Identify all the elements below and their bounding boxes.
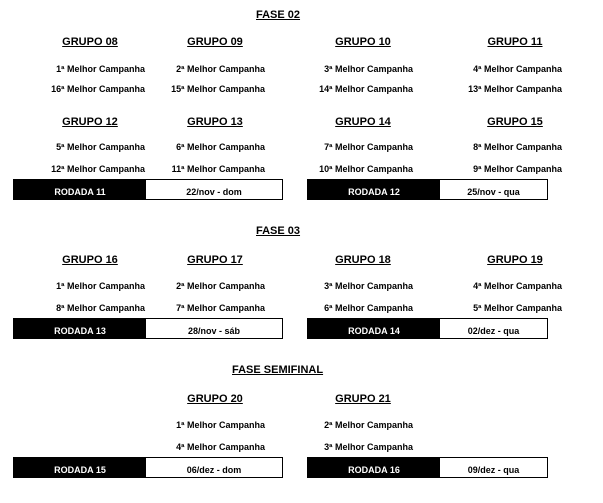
team-slot: 5ª Melhor Campanha bbox=[473, 303, 562, 313]
phase-title-semifinal: FASE SEMIFINAL bbox=[232, 364, 324, 376]
group-12-title: GRUPO 12 bbox=[62, 116, 118, 128]
group-09-title: GRUPO 09 bbox=[187, 36, 243, 48]
group-21-title: GRUPO 21 bbox=[335, 393, 391, 405]
team-slot: 14ª Melhor Campanha bbox=[319, 84, 413, 94]
round-label: RODADA 15 bbox=[14, 458, 146, 477]
group-11-title: GRUPO 11 bbox=[487, 36, 543, 48]
round-bar bbox=[307, 457, 548, 478]
round-date: 02/dez - qua bbox=[440, 319, 547, 338]
round-bar bbox=[307, 318, 548, 339]
group-13-title: GRUPO 13 bbox=[187, 116, 243, 128]
round-date: 28/nov - sáb bbox=[146, 319, 282, 338]
round-label: RODADA 11 bbox=[14, 180, 146, 199]
team-slot: 6ª Melhor Campanha bbox=[324, 303, 413, 313]
group-10-title: GRUPO 10 bbox=[335, 36, 391, 48]
team-slot: 8ª Melhor Campanha bbox=[473, 142, 562, 152]
team-slot: 4ª Melhor Campanha bbox=[473, 64, 562, 74]
team-slot: 2ª Melhor Campanha bbox=[324, 420, 413, 430]
round-bar bbox=[307, 179, 548, 200]
round-label: RODADA 12 bbox=[308, 180, 440, 199]
team-slot: 3ª Melhor Campanha bbox=[324, 281, 413, 291]
team-slot: 3ª Melhor Campanha bbox=[324, 442, 413, 452]
round-date: 22/nov - dom bbox=[146, 180, 282, 199]
group-08-title: GRUPO 08 bbox=[62, 36, 118, 48]
team-slot: 4ª Melhor Campanha bbox=[176, 442, 265, 452]
team-slot: 7ª Melhor Campanha bbox=[324, 142, 413, 152]
team-slot: 15ª Melhor Campanha bbox=[171, 84, 265, 94]
group-16-title: GRUPO 16 bbox=[62, 254, 118, 266]
round-bar bbox=[13, 318, 283, 339]
team-slot: 10ª Melhor Campanha bbox=[319, 164, 413, 174]
round-label: RODADA 14 bbox=[308, 319, 440, 338]
group-18-title: GRUPO 18 bbox=[335, 254, 391, 266]
team-slot: 8ª Melhor Campanha bbox=[56, 303, 145, 313]
group-17-title: GRUPO 17 bbox=[187, 254, 243, 266]
round-date: 09/dez - qua bbox=[440, 458, 547, 477]
team-slot: 4ª Melhor Campanha bbox=[473, 281, 562, 291]
round-date: 25/nov - qua bbox=[440, 180, 547, 199]
group-14-title: GRUPO 14 bbox=[335, 116, 391, 128]
team-slot: 7ª Melhor Campanha bbox=[176, 303, 265, 313]
round-date: 06/dez - dom bbox=[146, 458, 282, 477]
round-bar bbox=[13, 457, 283, 478]
phase-title-fase-02: FASE 02 bbox=[256, 9, 301, 21]
team-slot: 1ª Melhor Campanha bbox=[56, 64, 145, 74]
team-slot: 1ª Melhor Campanha bbox=[56, 281, 145, 291]
team-slot: 16ª Melhor Campanha bbox=[51, 84, 145, 94]
round-label: RODADA 13 bbox=[14, 319, 146, 338]
group-20-title: GRUPO 20 bbox=[187, 393, 243, 405]
team-slot: 1ª Melhor Campanha bbox=[176, 420, 265, 430]
team-slot: 11ª Melhor Campanha bbox=[171, 164, 265, 174]
team-slot: 12ª Melhor Campanha bbox=[51, 164, 145, 174]
team-slot: 3ª Melhor Campanha bbox=[324, 64, 413, 74]
group-15-title: GRUPO 15 bbox=[487, 116, 543, 128]
phase-title-fase-03: FASE 03 bbox=[256, 225, 301, 237]
round-label: RODADA 16 bbox=[308, 458, 440, 477]
team-slot: 2ª Melhor Campanha bbox=[176, 64, 265, 74]
team-slot: 2ª Melhor Campanha bbox=[176, 281, 265, 291]
round-bar bbox=[13, 179, 283, 200]
team-slot: 9ª Melhor Campanha bbox=[473, 164, 562, 174]
group-19-title: GRUPO 19 bbox=[487, 254, 543, 266]
team-slot: 6ª Melhor Campanha bbox=[176, 142, 265, 152]
team-slot: 13ª Melhor Campanha bbox=[468, 84, 562, 94]
team-slot: 5ª Melhor Campanha bbox=[56, 142, 145, 152]
